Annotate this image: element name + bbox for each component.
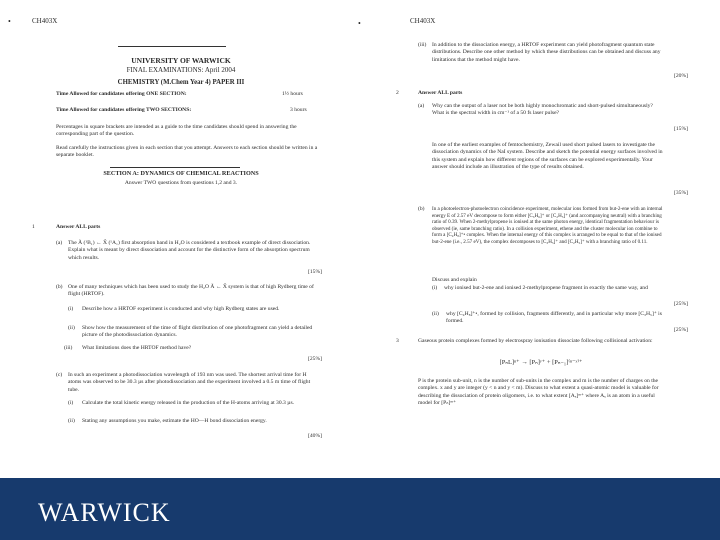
question-number: 1 xyxy=(32,224,35,230)
mark-percentage: [15%] xyxy=(674,126,688,132)
subpart-label: (i) xyxy=(432,285,438,291)
question-1b-ii-text: Show how the measurement of the time of flight distribution of one photofragment can yield a detailed picture of the photodissociation dynamics. xyxy=(82,325,313,339)
time-one-value: 1½ hours xyxy=(282,91,303,97)
subpart-label: (ii) xyxy=(68,325,75,331)
time-two-label: Time Allowed for candidates offering TWO SECTIONS: xyxy=(56,107,192,113)
time-guide-note: Percentages in square brackets are intended as a guide to the time candidates should spend in answering the corresponding part of the question. xyxy=(56,124,297,138)
question-1b-iii-text: What limitations does the HRTOF method have? xyxy=(82,345,192,351)
question-number: 2 xyxy=(396,90,399,96)
bullet-mark: • xyxy=(8,17,11,26)
exam-page-left xyxy=(0,0,360,478)
question-heading: Answer ALL parts xyxy=(418,90,463,96)
paper-title: CHEMISTRY (M.Chem Year 4) PAPER III xyxy=(117,79,245,86)
question-1c-i-text: Calculate the total kinetic energy released in the production of the H-atoms arriving at 30.3 µs. xyxy=(82,400,295,406)
course-code: CH403X xyxy=(410,17,436,25)
question-1b-text: One of many techniques which has been used to study the H₂O Ã ← X̃ system is that of high Rydberg time of flight (HRTOF). xyxy=(68,284,314,298)
divider xyxy=(110,167,240,168)
question-1b-i-text: Describe how a HRTOF experiment is conducted and why high Rydberg states are used. xyxy=(82,306,280,312)
discuss-instruction: Discuss and explain xyxy=(432,277,477,283)
warwick-logo: WARWICK xyxy=(38,498,171,527)
subpart-label: (iii) xyxy=(418,42,427,48)
course-code: CH403X xyxy=(32,17,58,25)
question-3-explanation: P is the protein sub-unit, n is the number of sub-units in the complex and m is the number of charges on the complex. x and y are integer (y < n and y < m). Discuss to what extent a quasi-atomic model is valuable for describing the dissociation of protein oligomers, i.e. to what extent [Aₓ]ᵐ⁺ where Aₓ is an atom in a useful model for [Pₙ]ᵐ⁺ xyxy=(418,378,659,406)
subpart-label: (i) xyxy=(68,306,74,312)
question-2a-part2-text: In one of the earliest examples of femtochemistry, Zewail used short pulsed lasers to investigate the dissociation dynamics of the NaI system. Describe and sketch the potential energy surfaces involved in this system and explain how different regions of the surfaces can be explored experimentally. Your answer should include an illustration of the type of results obtained. xyxy=(432,142,663,170)
exam-page-right xyxy=(360,0,720,478)
part-label: (c) xyxy=(56,372,63,378)
question-3-text: Gaseous protein complexes formed by electrospray ionisation dissociate following collisional activation: xyxy=(418,338,653,344)
university-title: UNIVERSITY OF WARWICK xyxy=(131,56,231,65)
question-2b-ii-text: why [C₄H₈]⁺•, formed by collision, fragments differently, and in particular why more [C₃H₅]⁺ is formed. xyxy=(446,311,662,325)
part-label: (a) xyxy=(418,103,425,109)
mark-percentage: [25%] xyxy=(674,301,688,307)
time-two-value: 3 hours xyxy=(290,107,307,113)
section-title: SECTION A: DYNAMICS OF CHEMICAL REACTIONS xyxy=(103,170,259,177)
footer-band xyxy=(0,478,720,540)
question-1c-iii-text: In addition to the dissociation energy, a HRTOF experiment can yield photofragment quantum state distributions. Describe one other method by which these distributions can be obtained and discuss any limitations that the method might have. xyxy=(432,42,661,63)
question-number: 3 xyxy=(396,338,399,344)
mark-percentage: [15%] xyxy=(308,269,322,275)
question-heading: Answer ALL parts xyxy=(56,224,101,230)
section-instruction: Answer TWO questions from questions 1,2 and 3. xyxy=(124,180,238,186)
mark-percentage: [20%] xyxy=(674,73,688,79)
reaction-formula: [PₙL]ⁿ⁺ → [Pₙ]ʸ⁺ + [Pₙ₋₁]⁽ⁿ⁻ʸ⁾⁺ xyxy=(499,359,583,366)
question-2a-text: Why can the output of a laser not be both highly monochromatic and short-pulsed simultaneously? What is the spectral width in cm⁻¹ of a 50 fs laser pulse? xyxy=(432,103,653,117)
part-label: (b) xyxy=(56,284,63,290)
subpart-label: (iii) xyxy=(64,345,73,351)
instructions-note: Read carefully the instructions given in each section that you attempt. Answers to each section should be written in a separate booklet. xyxy=(56,145,318,159)
question-2b-text: In a photoelectron-photoelectron coincidence experiment, molecular ions formed from but-2-ene with an internal energy E of 2.57 eV decompose to form either [C₃H₆]⁺ or [C₂H₅]⁺ (and accompanying neutral) with a branching ratio of 0.39. When 2-methylpropene is ionised at the same photon energy, identical fragmentation behaviour is observed (ie, same branching ratio). In a collision experiment, ethene and the cluster molecular ion combine to form a [C₄H₈]⁺• complex. When the internal energy of this complex is arranged to be equal to that of the ionised but-2-ene (i.e., 2.57 eV), the complex decomposes to [C₃H₅]⁺ and [C₂H₅]⁺ with a branching ratio of 0.11. xyxy=(432,206,663,246)
divider xyxy=(118,46,226,47)
mark-percentage: [40%] xyxy=(308,433,322,439)
question-1a-text: The Ã (¹B₁) ← X̃ (¹A₁) first absorption band in H₂O is considered a textbook example of direct dissociation. Explain what is meant by direct dissociation and account for the distinctive form of the absorption spectrum which results. xyxy=(68,240,311,261)
exam-title: FINAL EXAMINATIONS: April 2004 xyxy=(126,66,236,74)
mark-percentage: [35%] xyxy=(674,190,688,196)
part-label: (b) xyxy=(418,206,425,212)
mark-percentage: [25%] xyxy=(674,327,688,333)
subpart-label: (ii) xyxy=(432,311,439,317)
question-1c-text: In such an experiment a photodissociation wavelength of 193 nm was used. The shortest arrival time for H atoms was observed to be 30.3 µs after photodissociation and the experiment involved a 0.5 m time of flight tube. xyxy=(68,372,311,393)
bullet-mark: • xyxy=(358,19,361,28)
question-1c-ii-text: Stating any assumptions you make, estimate the HO—H bond dissociation energy. xyxy=(82,418,267,424)
question-2b-i-text: why ionised but-2-ene and ionised 2-methylpropene fragment in exactly the same way, and xyxy=(444,285,648,291)
part-label: (a) xyxy=(56,240,63,246)
mark-percentage: [25%] xyxy=(308,356,322,362)
subpart-label: (i) xyxy=(68,400,74,406)
subpart-label: (ii) xyxy=(68,418,75,424)
time-one-label: Time Allowed for candidates offering ONE SECTION: xyxy=(56,91,187,97)
